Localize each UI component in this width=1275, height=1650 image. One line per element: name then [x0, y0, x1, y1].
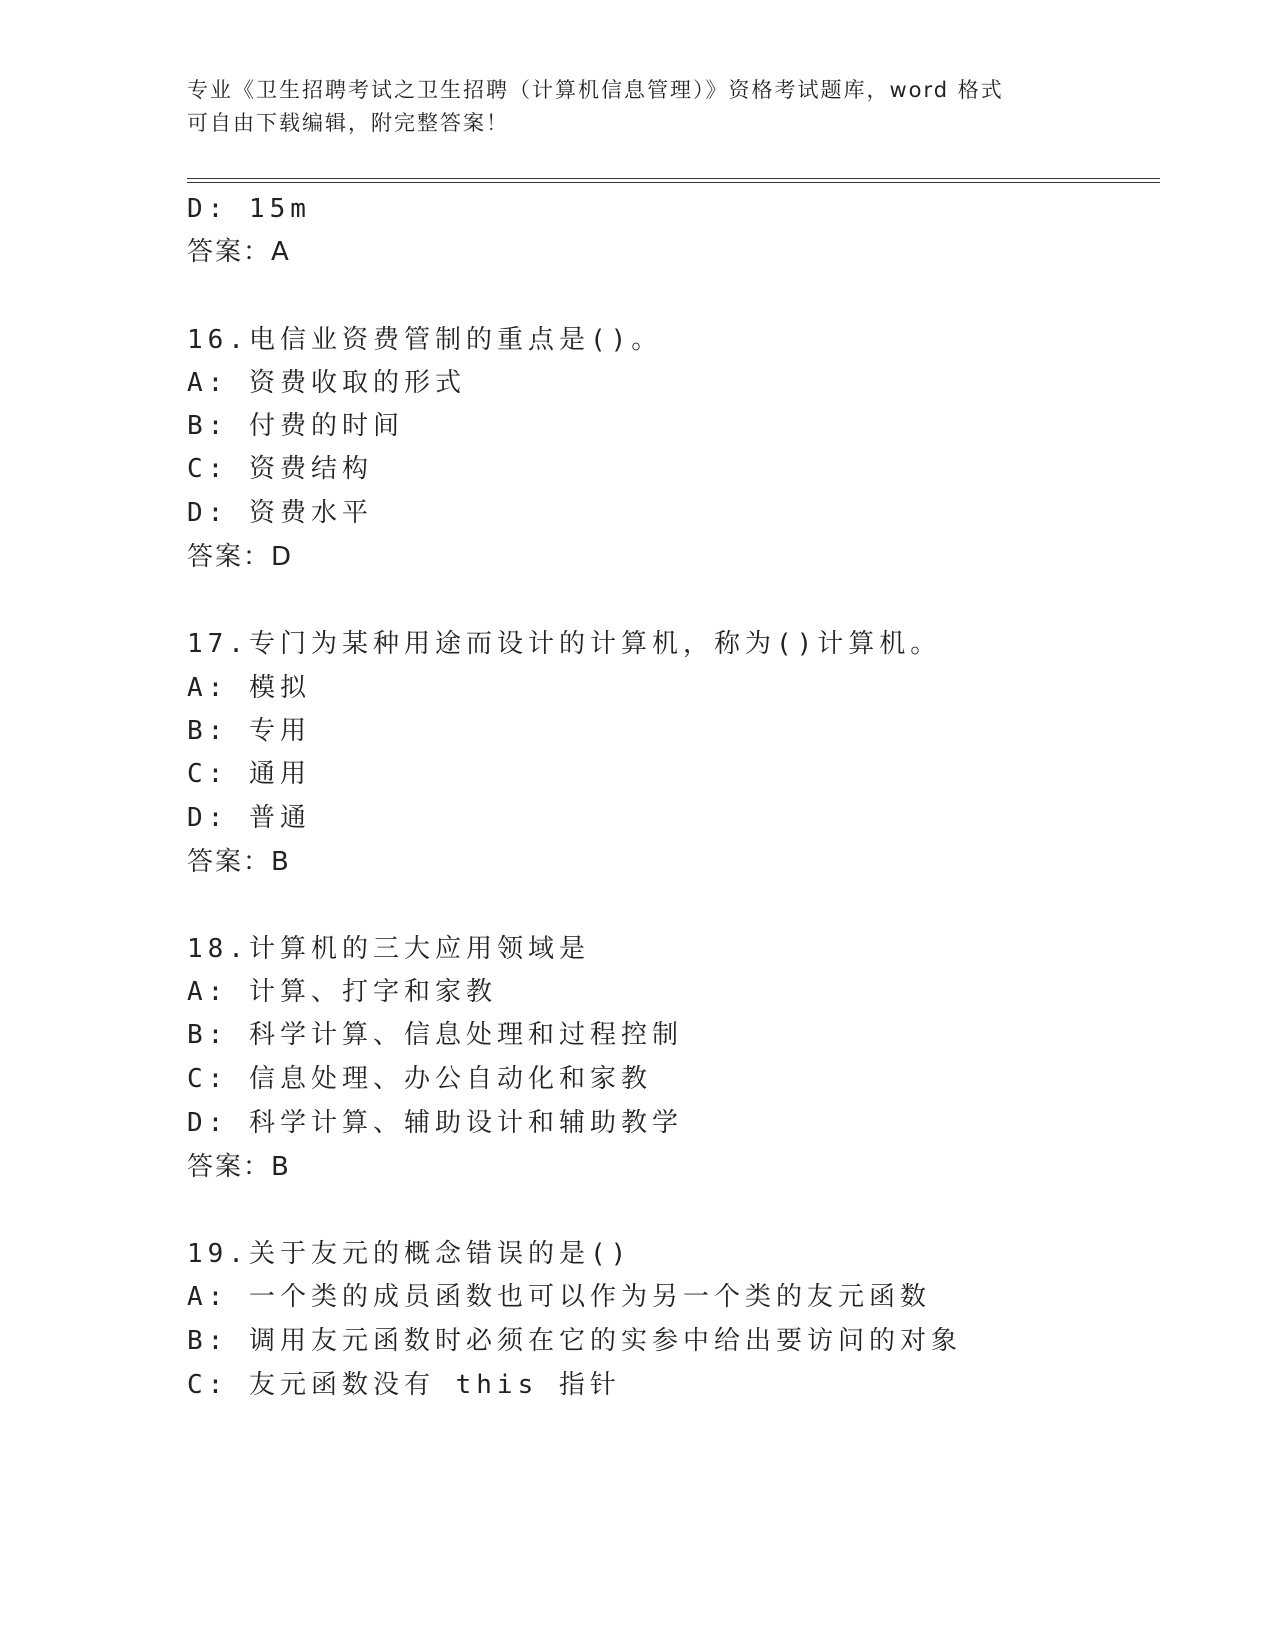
- q17-option-d: D: 普通: [187, 803, 311, 833]
- q17-option-a: A: 模拟: [187, 673, 311, 703]
- q17-question: 17.专门为某种用途而设计的计算机，称为()计算机。: [187, 629, 942, 659]
- q17-option-b: B: 专用: [187, 716, 311, 746]
- q16-option-d: D: 资费水平: [187, 498, 373, 528]
- q16-option-a: A: 资费收取的形式: [187, 368, 466, 398]
- q19-option-c: C: 友元函数没有 this 指针: [187, 1370, 621, 1400]
- q16-answer: 答案：D: [187, 542, 294, 572]
- q17-answer: 答案：B: [187, 847, 291, 877]
- q19-question: 19.关于友元的概念错误的是(): [187, 1239, 632, 1269]
- header-line-1: 专业《卫生招聘考试之卫生招聘（计算机信息管理）》资格考试题库，word 格式: [187, 78, 1004, 102]
- header-rule-top: [187, 178, 1160, 179]
- header-line-2: 可自由下载编辑，附完整答案！: [187, 111, 509, 135]
- q18-option-c: C: 信息处理、办公自动化和家教: [187, 1064, 652, 1094]
- prev-answer: 答案：A: [187, 237, 291, 267]
- q18-question: 18.计算机的三大应用领域是: [187, 934, 590, 964]
- header-rule-bottom: [187, 182, 1160, 183]
- q18-option-b: B: 科学计算、信息处理和过程控制: [187, 1020, 683, 1050]
- q18-option-d: D: 科学计算、辅助设计和辅助教学: [187, 1108, 683, 1138]
- q16-option-c: C: 资费结构: [187, 454, 373, 484]
- q16-question: 16.电信业资费管制的重点是()。: [187, 325, 663, 355]
- q18-option-a: A: 计算、打字和家教: [187, 977, 497, 1007]
- q17-option-c: C: 通用: [187, 759, 311, 789]
- q19-option-b: B: 调用友元函数时必须在它的实参中给出要访问的对象: [187, 1326, 962, 1356]
- document-header: [187, 74, 1067, 140]
- q16-option-b: B: 付费的时间: [187, 411, 404, 441]
- q18-answer: 答案：B: [187, 1152, 291, 1182]
- q19-option-a: A: 一个类的成员函数也可以作为另一个类的友元函数: [187, 1282, 931, 1312]
- prev-option-d: D: 15m: [187, 194, 311, 224]
